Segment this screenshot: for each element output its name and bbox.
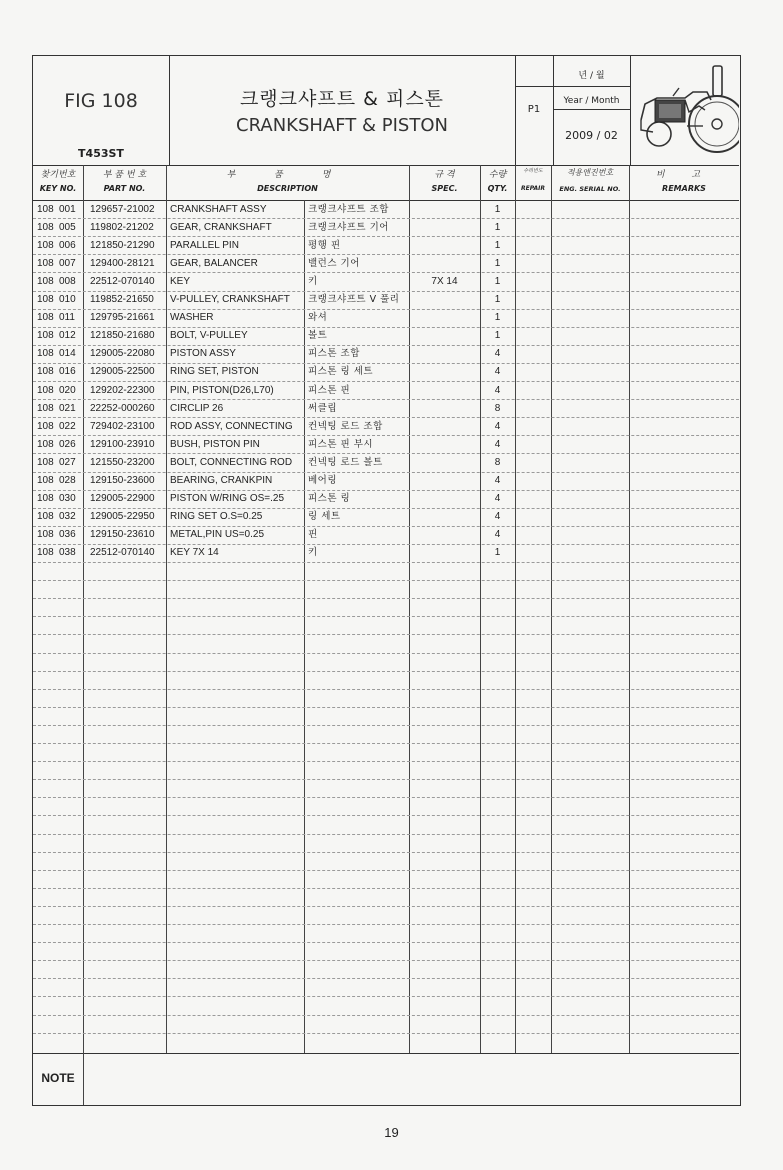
cell-qty: 1 <box>494 221 501 233</box>
cell-description-ko: 평행 핀 <box>308 239 341 251</box>
cell-description-ko: 링 세트 <box>308 511 341 523</box>
row-rule <box>33 996 739 997</box>
cell-qty: 4 <box>494 511 501 523</box>
cell-part-no: 129100-23910 <box>90 438 155 450</box>
cell-description: BOLT, CONNECTING ROD <box>170 456 293 468</box>
cell-description: BOLT, V-PULLEY <box>170 330 248 342</box>
cell-key-no: 008 <box>59 275 76 287</box>
cell-qty: 1 <box>494 203 501 215</box>
cell-qty: 1 <box>494 257 501 269</box>
col-header-serial-ko: 적용엔진번호 <box>566 168 614 177</box>
date-box-line <box>553 109 630 110</box>
row-rule <box>33 598 739 599</box>
cell-key-no: 021 <box>59 402 76 414</box>
cell-description: METAL,PIN US=0.25 <box>170 529 265 541</box>
cell-qty: 1 <box>494 275 501 287</box>
cell-description: KEY 7X 14 <box>170 547 219 559</box>
cell-part-no: 129005-22900 <box>90 493 155 505</box>
row-rule <box>33 1033 739 1034</box>
row-rule <box>33 761 739 762</box>
row-rule <box>33 797 739 798</box>
cell-description-ko: 핀 <box>308 529 318 541</box>
cell-description-ko: 써클립 <box>308 402 338 414</box>
cell-part-no: 121550-23200 <box>90 456 155 468</box>
cell-key-no: 026 <box>59 438 76 450</box>
cell-fig: 108 <box>37 511 54 523</box>
cell-key-no: 010 <box>59 294 76 305</box>
cell-part-no: 729402-23100 <box>90 420 155 432</box>
tractor-illustration <box>633 60 739 160</box>
cell-qty: 4 <box>494 420 501 432</box>
cell-part-no: 129005-22950 <box>90 511 155 523</box>
cell-description-ko: 피스톤 조합 <box>308 348 360 360</box>
row-rule <box>33 580 739 581</box>
row-rule <box>33 743 739 744</box>
cell-description-ko: 피스톤 핀 부시 <box>308 438 374 450</box>
cell-qty: 1 <box>494 294 501 305</box>
cell-spec: 7X 14 <box>431 275 458 287</box>
cell-description: PISTON ASSY <box>170 348 236 360</box>
cell-qty: 4 <box>494 384 501 396</box>
cell-description: KEY <box>170 275 191 287</box>
col-header-remarks: REMARKS <box>662 184 706 193</box>
cell-description: ROD ASSY, CONNECTING <box>170 420 293 432</box>
cell-part-no: 129150-23610 <box>90 529 155 541</box>
cell-key-no: 001 <box>59 203 76 215</box>
cell-fig: 108 <box>37 420 54 432</box>
cell-fig: 108 <box>37 456 54 468</box>
cell-qty: 1 <box>494 312 501 324</box>
cell-key-no: 022 <box>59 420 76 432</box>
col-header-spec-ko: 규 격 <box>434 170 455 180</box>
cell-key-no: 020 <box>59 384 76 396</box>
cell-key-no: 030 <box>59 493 76 505</box>
cell-part-no: 22252-000260 <box>90 402 155 414</box>
cell-description-ko: 와셔 <box>308 312 328 324</box>
col-line <box>83 165 84 1053</box>
row-rule <box>33 707 739 708</box>
cell-qty: 1 <box>494 330 501 342</box>
col-line <box>409 165 410 1053</box>
row-rule <box>33 834 739 835</box>
cell-part-no: 129005-22080 <box>90 348 155 360</box>
row-rule <box>33 906 739 907</box>
cell-part-no: 121850-21290 <box>90 239 155 251</box>
cell-qty: 4 <box>494 348 501 360</box>
cell-part-no: 22512-070140 <box>90 547 155 559</box>
cell-fig: 108 <box>37 547 54 559</box>
cell-description: GEAR, CRANKSHAFT <box>170 221 272 233</box>
cell-fig: 108 <box>37 493 54 505</box>
cell-description-ko: 크랭크샤프트 V 풀리 <box>308 294 400 305</box>
cell-qty: 1 <box>494 239 501 251</box>
row-rule <box>33 942 739 943</box>
cell-description-ko: 베어링 <box>308 475 338 486</box>
cell-description: PARALLEL PIN <box>170 239 239 251</box>
issue-date: 2009 / 02 <box>565 129 618 142</box>
cell-fig: 108 <box>37 257 54 269</box>
cell-key-no: 005 <box>59 221 76 233</box>
cell-key-no: 028 <box>59 475 76 486</box>
model-number: T453ST <box>78 147 124 160</box>
cell-description-ko: 크랭크샤프트 기어 <box>308 221 389 233</box>
header-divider-v <box>630 56 631 165</box>
cell-part-no: 129400-28121 <box>90 257 155 269</box>
cell-description: GEAR, BALANCER <box>170 257 258 269</box>
row-rule <box>33 888 739 889</box>
cell-key-no: 027 <box>59 456 76 468</box>
cell-qty: 4 <box>494 366 501 378</box>
col-header-key-ko: 찾기번호 <box>40 170 76 180</box>
col-header-repair: REPAIR <box>520 185 546 192</box>
cell-description-ko: 볼트 <box>308 330 328 342</box>
cell-description: RING SET O.S=0.25 <box>170 511 263 523</box>
col-header-qty: QTY. <box>487 184 508 193</box>
cell-key-no: 012 <box>59 330 76 342</box>
year-month-label-ko: 년 / 월 <box>578 71 605 81</box>
cell-qty: 1 <box>494 547 501 559</box>
cell-description-ko: 컨넥팅 로드 볼트 <box>308 456 383 468</box>
col-line <box>515 165 516 1053</box>
cell-fig: 108 <box>37 348 54 360</box>
cell-key-no: 038 <box>59 547 76 559</box>
row-rule <box>33 870 739 871</box>
page-number: 19 <box>384 1125 399 1140</box>
cell-description: RING SET, PISTON <box>170 366 259 378</box>
cell-qty: 4 <box>494 529 501 541</box>
cell-description: CIRCLIP 26 <box>170 402 224 414</box>
cell-description: CRANKSHAFT ASSY <box>170 203 267 215</box>
year-month-label-en: Year / Month <box>563 96 620 106</box>
parts-sheet <box>32 55 741 1106</box>
col-line <box>551 165 552 1053</box>
cell-fig: 108 <box>37 330 54 342</box>
date-box-line <box>515 86 630 87</box>
cell-key-no: 036 <box>59 529 76 541</box>
col-header-part: PART NO. <box>103 184 146 193</box>
cell-description-ko: 컨넥팅 로드 조합 <box>308 420 383 432</box>
cell-qty: 4 <box>494 438 501 450</box>
cell-qty: 8 <box>494 456 501 468</box>
cell-qty: 4 <box>494 493 501 505</box>
note-divider <box>33 1053 739 1054</box>
col-header-part-ko: 부 품 번 호 <box>102 170 147 180</box>
cell-description: PISTON W/RING OS=.25 <box>170 493 285 505</box>
row-rule <box>33 616 739 617</box>
row-rule <box>33 779 739 780</box>
cell-part-no: 121850-21680 <box>90 330 155 342</box>
note-col-line <box>83 1053 84 1105</box>
page-code: P1 <box>527 104 541 115</box>
col-header-qty-ko: 수량 <box>488 170 507 180</box>
col-header-desc: DESCRIPTION <box>257 184 318 193</box>
header-divider <box>33 165 739 166</box>
cell-qty: 8 <box>494 402 501 414</box>
row-rule <box>33 852 739 853</box>
col-header-spec: SPEC. <box>431 184 458 193</box>
col-header-serial: ENG. SERIAL NO. <box>559 185 621 193</box>
cell-part-no: 129657-21002 <box>90 203 155 215</box>
cell-description: BEARING, CRANKPIN <box>170 475 273 486</box>
cell-part-no: 129795-21661 <box>90 312 155 324</box>
row-rule <box>33 689 739 690</box>
cell-description-ko: 피스톤 핀 <box>308 384 351 396</box>
cell-fig: 108 <box>37 239 54 251</box>
cell-fig: 108 <box>37 384 54 396</box>
cell-description-ko: 피스톤 링 <box>308 493 351 505</box>
cell-part-no: 119802-21202 <box>90 221 154 233</box>
col-line <box>629 165 630 1053</box>
cell-description: PIN, PISTON(D26,L70) <box>170 384 274 396</box>
row-rule <box>33 815 739 816</box>
cell-part-no: 129150-23600 <box>90 475 155 486</box>
cell-description-ko: 피스톤 링 세트 <box>308 366 374 378</box>
cell-key-no: 007 <box>59 257 76 269</box>
cell-part-no: 119852-21650 <box>90 294 154 305</box>
cell-fig: 108 <box>37 402 54 414</box>
cell-fig: 108 <box>37 366 54 378</box>
cell-description-ko: 밸런스 기어 <box>308 257 360 269</box>
cell-part-no: 22512-070140 <box>90 275 155 287</box>
cell-key-no: 032 <box>59 511 76 523</box>
title-english: CRANKSHAFT & PISTON <box>236 115 448 136</box>
note-label: NOTE <box>41 1071 75 1085</box>
cell-description-ko: 키 <box>308 275 318 287</box>
cell-fig: 108 <box>37 275 54 287</box>
figure-number: FIG 108 <box>64 90 138 112</box>
col-header-key: KEY NO. <box>39 184 77 193</box>
cell-key-no: 011 <box>59 312 75 324</box>
col-header-repair-ko: 수리빈도 <box>523 168 543 174</box>
row-rule <box>33 1015 739 1016</box>
col-header-remarks-ko: 비 고 <box>655 170 713 180</box>
cell-description: BUSH, PISTON PIN <box>170 438 260 450</box>
cell-description: WASHER <box>170 312 214 324</box>
row-rule <box>33 924 739 925</box>
row-rule <box>33 653 739 654</box>
cell-fig: 108 <box>37 294 54 305</box>
cell-key-no: 014 <box>59 348 76 360</box>
cell-description-ko: 키 <box>308 547 318 559</box>
cell-fig: 108 <box>37 529 54 541</box>
cell-fig: 108 <box>37 312 54 324</box>
cell-part-no: 129202-22300 <box>90 384 155 396</box>
row-rule <box>33 978 739 979</box>
cell-part-no: 129005-22500 <box>90 366 155 378</box>
col-line <box>304 200 305 1053</box>
cell-qty: 4 <box>494 475 501 486</box>
cell-fig: 108 <box>37 203 54 215</box>
cell-key-no: 016 <box>59 366 76 378</box>
cell-fig: 108 <box>37 221 54 233</box>
title-korean: 크랭크샤프트 & 피스톤 <box>239 88 445 110</box>
row-rule <box>33 634 739 635</box>
cell-key-no: 006 <box>59 239 76 251</box>
row-rule <box>33 725 739 726</box>
col-header-desc-ko: 부 품 명 <box>226 170 349 180</box>
row-rule <box>33 960 739 961</box>
cell-fig: 108 <box>37 438 54 450</box>
cell-description-ko: 크랭크샤프트 조합 <box>308 203 389 215</box>
cell-fig: 108 <box>37 475 54 486</box>
cell-description: V-PULLEY, CRANKSHAFT <box>170 294 290 305</box>
col-line <box>166 165 167 1053</box>
row-rule <box>33 671 739 672</box>
